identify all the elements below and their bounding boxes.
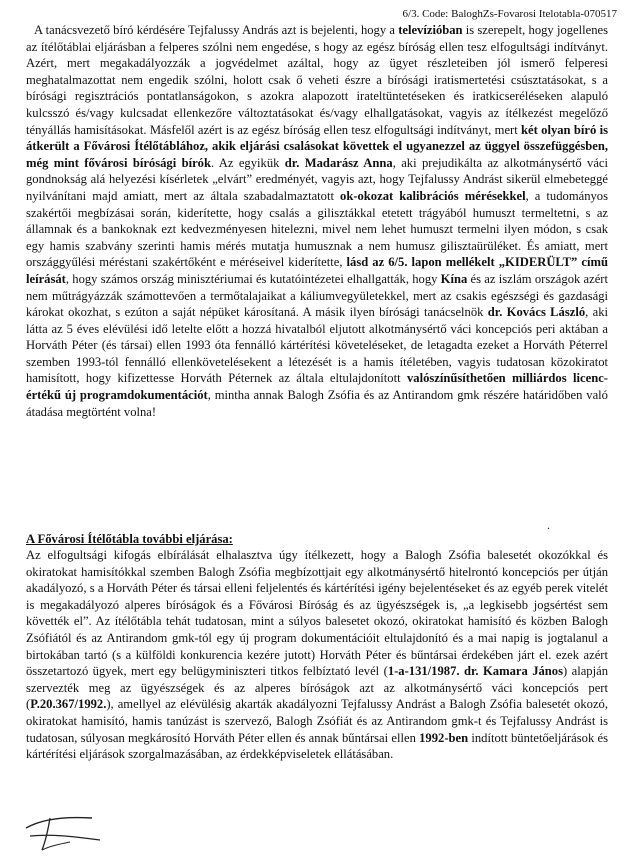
main-paragraph xyxy=(26,22,608,420)
signature-image xyxy=(20,806,110,856)
bold-run: 1992-ben xyxy=(419,730,469,745)
text-run: ) alapján szervezték meg az ügyészségek és az alperes bíróságok azt az alkotmánysértő váci koncepciós pert ( xyxy=(26,664,608,712)
text-run: . Az egyikük xyxy=(210,155,285,170)
bold-run: valószínűsíthetően milliárdos licenc-értékű új programdokumentációt xyxy=(26,371,608,403)
second-paragraph xyxy=(26,547,608,763)
bold-run: dr. Kovács László xyxy=(487,305,586,320)
bold-run: P.20.367/1992. xyxy=(30,697,107,712)
text-run: , aki prejudikálta az alkotmánysértő váci gondnokság alá helyezési kísérletek „elvárt” eredményét, vagyis azt, hogy Tejfalussy Andrást sikerül elmebeteggé nyilvánítani majd amiatt, mert az általa szabadalmaztatott xyxy=(26,155,609,203)
stray-dot: . xyxy=(547,518,550,532)
text-run: ), amellyel az elévülésig akarták akadályozni Tejfalussy Andrást a Balogh Zsófia balesetét okozó, okiratokat hamisító, hamis tanúzást is szervező, Balogh Zsófiát és az Antirandom gmk-t és Tejfalussy Andrást is tudatosan, súlyosan megkárosító Horváth Péter ellen és annak bűntársai ellen xyxy=(26,697,608,745)
bold-run: Kína xyxy=(440,271,468,286)
text-run: A tanácsvezető bíró kérdésére Tejfalussy András azt is bejelenti, hogy a xyxy=(34,23,399,37)
text-run: , hogy számos ország minisztériumai és kutatóintézetei elhallgatták, hogy xyxy=(65,271,441,286)
bold-run: 1-a-131/1987. dr. Kamara János xyxy=(387,664,563,679)
bold-run: ok-okozat kalibrációs mérésekkel xyxy=(340,188,526,203)
bold-run: lásd az 6/5. lapon mellékelt „KIDERÜLT” című leírását xyxy=(26,255,608,286)
text-run: és az iszlám országok azért nem műtrágyázzák számottevően a termőtalajaikat a káliumvegyületekkel, mert az csakis egészségi és gazdasági károkat okozhat, s ezúton a saját népüket károsítaná. A másik ilyen bírósági tanácselnök xyxy=(26,271,609,320)
paragraph-1 xyxy=(26,22,608,420)
text-run: , mintha annak Balogh Zsófia és az Antirandom gmk részére határidőben való átadása megtörtént volna! xyxy=(26,388,608,419)
bold-run: dr. Madarász Anna xyxy=(284,155,393,170)
text-run: , aki látta az 5 éves elévülési idő letelte előtt a hozzá hivatalból eljutott alkotmánysértő váci koncepciós peri aktában a Horváth Péter (és társai) ellen 1993 óta fennálló kártérítési követeléseket, de letagadta ezeket a Horváth Péterrel szemben 1993-tól fennálló ellenkövetelésekent a létezését is a hamis ítéletében, vagyis tudatosan közokiratot hamisított, hogy kifizettesse Horváth Péternek az általa eltulajdonított xyxy=(26,305,608,386)
bold-run: két olyan bíró is átkerült a Fővárosi Ítélőtáblához, akik eljárási csalásokat követtek el ugyanezzel az üggyel összefüggésben, még mint fővárosi bírósági bírók xyxy=(26,122,608,170)
page-header-code: 6/3. Code: BaloghZs-Fovarosi Itelotabla-070517 xyxy=(402,8,617,20)
text-run: Az elfogultsági kifogás elbírálását elhalasztva úgy ítélkezett, hogy a Balogh Zsófia balesetét okozókkal és okiratokat hamisítókkal szemben Balogh Zsófia megbízottjait egy alkotmánysértő hitelrontó koncepciós per útján akadályozó, s a Horváth Péter és társai elleni feljelentés és kártérítési igény bejelentéseket és az egyéb perek vitelét is megakadályozó alperes bíróságok és a Fővárosi Bíróság és az ügyészségek is, „a legkisebb jogsértést sem követték el”. Az ítélőtábla tehát tudatosan, mint a súlyos balesetet okozó, okiratokat hamisító és közben Balogh Zsófiától és az Antirandom gmk-tól egy új program dokumentációit eltulajdonító és a mai napig is jogtalanul a birtokában tartó (s a külföldi konkurencia kezére jutott) Horváth Péter és bűntársai érdekében járt el. ezek azért összetartozó ügyek, mert egy belügyminiszteri titkos felbíztató levél ( xyxy=(26,548,608,679)
text-run: , a tudományos szakértői megbízásai során, kiderítette, hogy csalás a gilisztákkal etetett trágyából humuszt termeltetni, s az államnak és a bankoknak ezt kedvezményesen hitelezni, mivel nem lehet humuszt termelni ilyen módon, s csak egy hamis szabvány szerinti hamis mérés mutatja humusznak a nem humusz gilisztaürüléket. És amiatt, mert országgyűlési méréstani szakértőként e méréseivel kiderítette, xyxy=(26,188,609,270)
text-run: indított büntetőeljárások és kártérítési eljárások szorgalmazásában, az érdekképviseletek ellátásában. xyxy=(26,730,608,762)
section-heading: A Fővárosi Ítélőtábla további eljárása: xyxy=(26,532,233,546)
bold-run: televízióban xyxy=(398,23,463,37)
text-run: is szerepelt, hogy jogellenes az ítélőtáblai eljárásban a felperes szólni nem engedése, s hogy az egész bíróság ellen tesz elfogultsági indítványt. Azért, mert megakadályozzák a jogvédelmet azáltal, hogy az ügyet részleteiben jól ismerő felperesi meghatalmazottat nem engedik szólni, holott csak ő veheti észre a bírósági iratismertetési csúsztatásokat, s a bírósági regisztrációs pontatlanságokon, s azokra alapozott irateltüntetéseken és iratkicseréléseken alapuló kulcsszó és/vagy kulcsadat ellenkezőre változtatásokat és/vagy elhallgatásokat, vagyis az ítélkezést megelőző tényállás hamisításokat. Másfelől azért is az egész bíróság ellen tesz elfogultsági indítványt, mert xyxy=(26,23,609,137)
